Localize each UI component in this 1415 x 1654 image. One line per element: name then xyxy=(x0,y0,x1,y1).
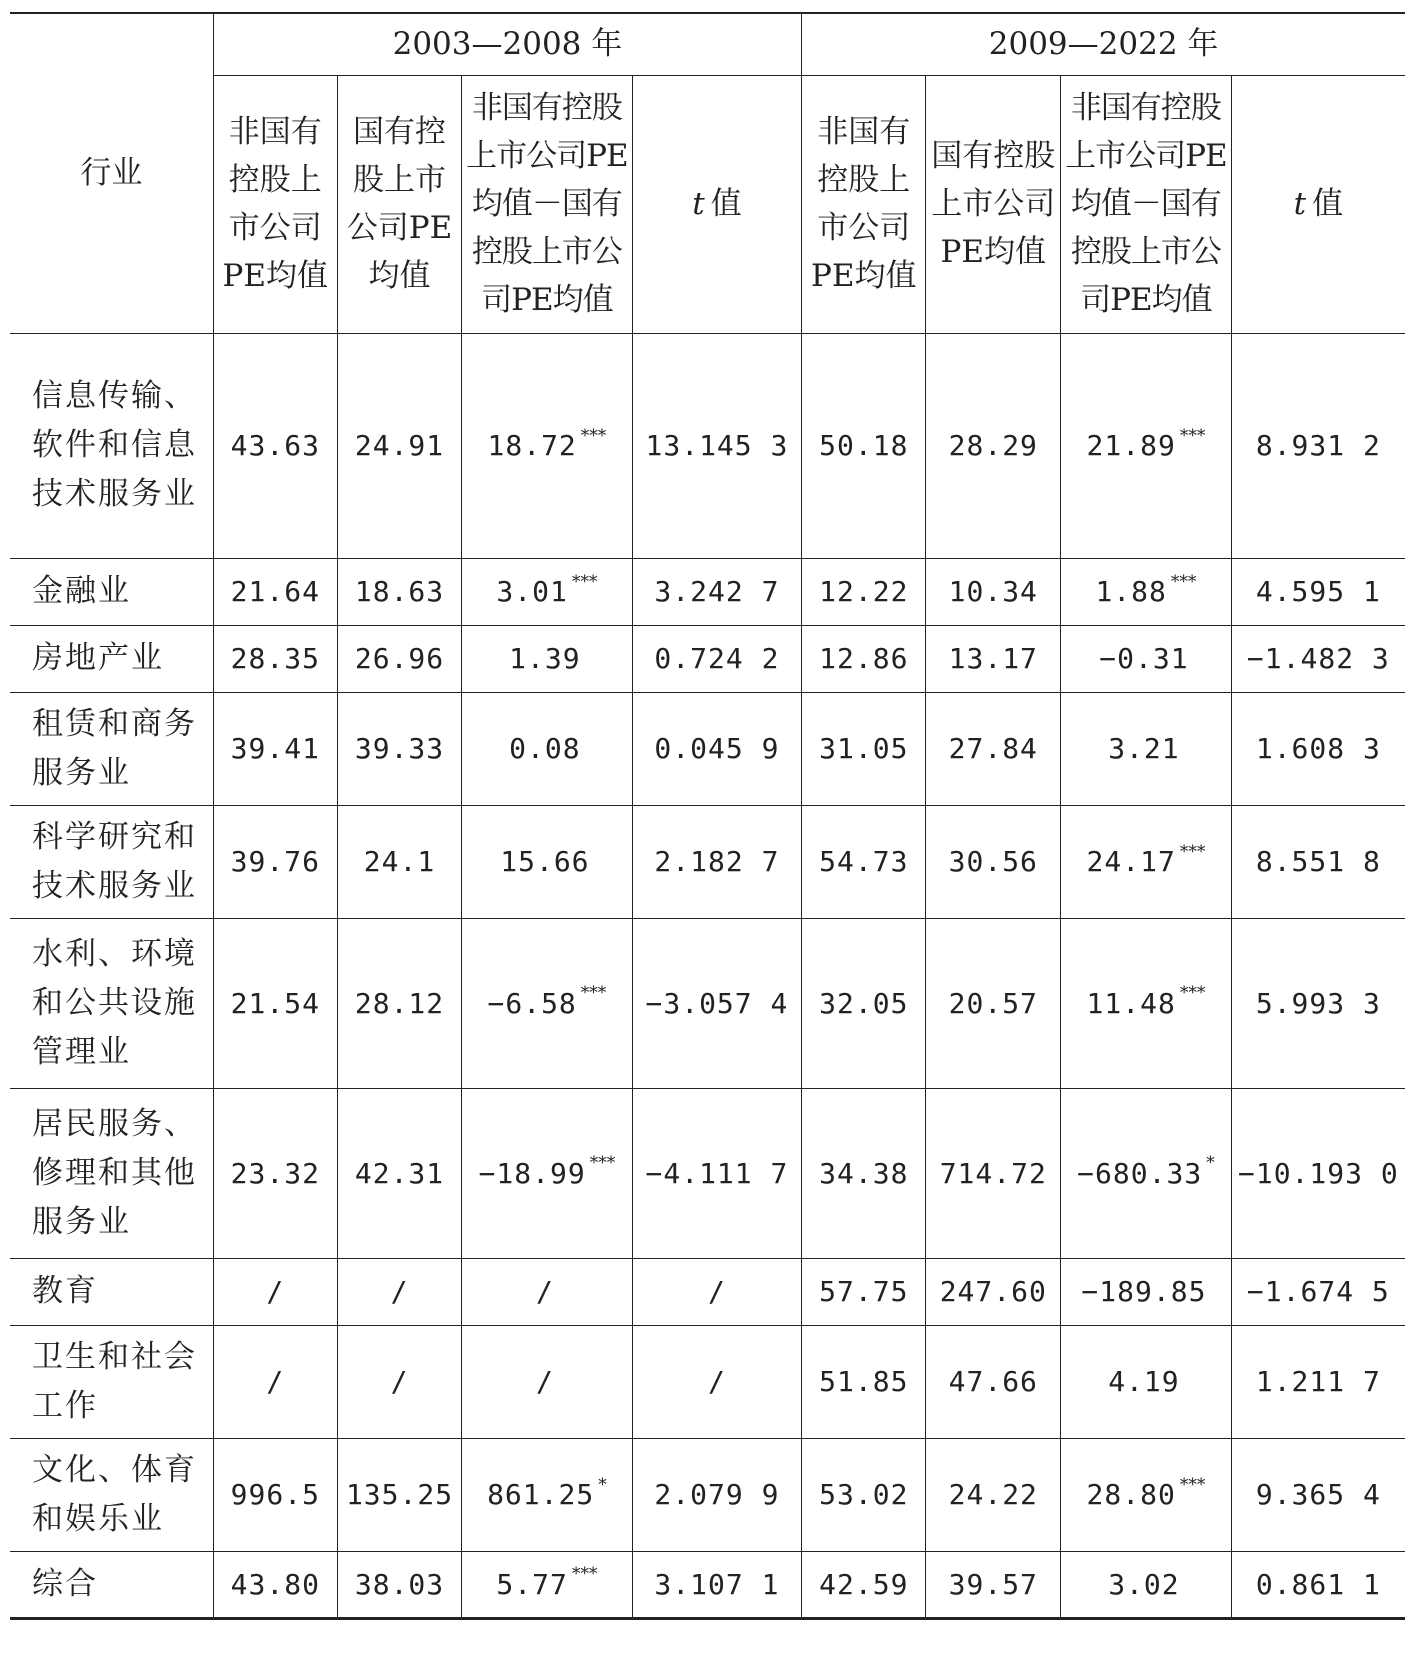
value-cell xyxy=(462,918,633,1088)
cell-value: 1.608 3 xyxy=(1255,732,1381,765)
value-cell xyxy=(1061,625,1232,692)
value-cell xyxy=(213,1551,337,1618)
value-cell xyxy=(1061,333,1232,558)
cell-value: −18.99 xyxy=(478,1156,586,1190)
value-cell xyxy=(1061,1551,1232,1618)
cell-value: 247.60 xyxy=(939,1275,1047,1308)
value-cell xyxy=(802,1258,926,1325)
value-cell xyxy=(802,805,926,918)
value-cell xyxy=(213,805,337,918)
value-cell xyxy=(802,1088,926,1258)
value-cell xyxy=(1061,1325,1232,1438)
value-cell xyxy=(1231,918,1405,1088)
industry-cell: 卫生和社会工作 xyxy=(10,1325,213,1438)
significance-marker: *** xyxy=(1179,1474,1206,1495)
value-cell xyxy=(1061,805,1232,918)
value-cell xyxy=(337,558,461,625)
header-diff-pe-1: 非国有控股上市公司PE均值－国有控股上市公司PE均值 xyxy=(462,75,633,333)
table-row xyxy=(10,1551,1405,1618)
industry-cell: 水利、环境和公共设施管理业 xyxy=(10,918,213,1088)
value-cell xyxy=(213,333,337,558)
cell-value: 3.21 xyxy=(1108,732,1180,765)
value-cell xyxy=(462,625,633,692)
value-cell xyxy=(213,1258,337,1325)
cell-value: 42.59 xyxy=(819,1567,909,1601)
cell-value: 28.12 xyxy=(354,986,445,1020)
value-cell xyxy=(213,1438,337,1551)
value-cell xyxy=(926,805,1061,918)
industry-cell: 科学研究和技术服务业 xyxy=(10,805,213,918)
header-industry: 行业 xyxy=(10,13,213,333)
table-row xyxy=(10,1088,1405,1258)
t-suffix: 值 xyxy=(1312,186,1344,222)
value-cell xyxy=(1231,1258,1405,1325)
value-cell xyxy=(926,1088,1061,1258)
value-cell xyxy=(926,1551,1061,1618)
cell-value: −6.58 xyxy=(487,986,577,1020)
value-cell xyxy=(632,625,802,692)
value-cell xyxy=(1061,1438,1232,1551)
cell-value: 2.079 9 xyxy=(654,1478,780,1511)
cell-value: 11.48 xyxy=(1086,986,1176,1020)
value-cell xyxy=(337,333,461,558)
cell-value: 0.861 1 xyxy=(1255,1567,1381,1601)
industry-cell: 租赁和商务服务业 xyxy=(10,692,213,805)
value-cell xyxy=(1061,1258,1232,1325)
cell-value: / xyxy=(535,1275,554,1308)
header-period-2: 2009—2022 年 xyxy=(802,13,1405,75)
cell-value: / xyxy=(266,1275,285,1308)
value-cell xyxy=(462,1088,633,1258)
cell-value: 21.89 xyxy=(1086,429,1176,462)
cell-value: 21.64 xyxy=(230,575,320,608)
cell-value: 861.25 xyxy=(487,1478,595,1511)
cell-value: 4.595 1 xyxy=(1255,575,1381,608)
value-cell xyxy=(926,1258,1061,1325)
value-cell xyxy=(337,1551,461,1618)
value-cell xyxy=(632,1258,802,1325)
significance-marker: *** xyxy=(580,425,607,446)
cell-value: 10.34 xyxy=(948,575,1038,608)
cell-value: 8.931 2 xyxy=(1255,429,1381,462)
value-cell xyxy=(802,333,926,558)
value-cell xyxy=(632,805,802,918)
value-cell xyxy=(802,1325,926,1438)
value-cell xyxy=(213,1325,337,1438)
cell-value: −1.674 5 xyxy=(1246,1275,1390,1308)
value-cell xyxy=(337,1088,461,1258)
value-cell xyxy=(926,1438,1061,1551)
pe-comparison-table xyxy=(10,12,1405,1620)
cell-value: 30.56 xyxy=(948,845,1038,878)
value-cell xyxy=(632,918,802,1088)
cell-value: 28.80 xyxy=(1086,1478,1176,1511)
cell-value: 39.76 xyxy=(230,845,320,878)
value-cell xyxy=(926,1325,1061,1438)
value-cell xyxy=(926,918,1061,1088)
cell-value: 57.75 xyxy=(819,1275,909,1308)
cell-value: 23.32 xyxy=(230,1156,320,1190)
table-body xyxy=(10,333,1405,1618)
cell-value: 43.80 xyxy=(230,1567,320,1601)
cell-value: −0.31 xyxy=(1099,642,1189,675)
cell-value: −10.193 0 xyxy=(1237,1156,1399,1190)
value-cell xyxy=(1231,558,1405,625)
cell-value: 26.96 xyxy=(354,642,445,675)
industry-cell: 居民服务、修理和其他服务业 xyxy=(10,1088,213,1258)
cell-value: / xyxy=(266,1365,285,1398)
cell-value: 12.22 xyxy=(819,575,909,608)
cell-value: 32.05 xyxy=(819,986,909,1020)
table-row xyxy=(10,692,1405,805)
significance-marker: *** xyxy=(1170,571,1197,592)
value-cell xyxy=(632,1088,802,1258)
value-cell xyxy=(926,333,1061,558)
significance-marker: * xyxy=(598,1474,607,1495)
significance-marker: *** xyxy=(589,1153,616,1174)
value-cell xyxy=(462,1325,633,1438)
industry-cell: 文化、体育和娱乐业 xyxy=(10,1438,213,1551)
cell-value: 135.25 xyxy=(345,1478,454,1511)
value-cell xyxy=(1061,558,1232,625)
significance-marker: *** xyxy=(1179,841,1206,862)
header-nonstate-pe-1: 非国有控股上市公司PE均值 xyxy=(213,75,337,333)
cell-value: / xyxy=(708,1275,726,1308)
cell-value: −4.111 7 xyxy=(645,1156,789,1190)
cell-value: 0.08 xyxy=(509,732,581,765)
cell-value: 18.63 xyxy=(354,575,445,608)
value-cell xyxy=(462,1551,633,1618)
cell-value: 996.5 xyxy=(230,1478,320,1511)
cell-value: −1.482 3 xyxy=(1246,642,1390,675)
cell-value: 0.724 2 xyxy=(654,642,780,675)
value-cell xyxy=(462,1438,633,1551)
cell-value: 53.02 xyxy=(819,1478,909,1511)
value-cell xyxy=(802,625,926,692)
header-state-pe-2: 国有控股上市公司PE均值 xyxy=(926,75,1061,333)
cell-value: 28.29 xyxy=(948,429,1038,462)
value-cell xyxy=(337,625,461,692)
t-symbol: t xyxy=(692,186,705,222)
value-cell xyxy=(213,558,337,625)
significance-marker: *** xyxy=(580,983,607,1004)
cell-value: 42.31 xyxy=(354,1156,445,1190)
value-cell xyxy=(1231,1438,1405,1551)
t-symbol: t xyxy=(1293,186,1307,222)
cell-value: 24.91 xyxy=(354,429,445,462)
header-diff-pe-2: 非国有控股上市公司PE均值－国有控股上市公司PE均值 xyxy=(1061,75,1232,333)
cell-value: / xyxy=(708,1365,726,1398)
value-cell xyxy=(337,1258,461,1325)
value-cell xyxy=(213,1088,337,1258)
header-t-value-1 xyxy=(632,75,802,333)
value-cell xyxy=(213,918,337,1088)
cell-value: 31.05 xyxy=(819,732,909,765)
cell-value: 714.72 xyxy=(939,1156,1047,1190)
cell-value: / xyxy=(535,1365,554,1398)
cell-value: 50.18 xyxy=(819,429,909,462)
table-row xyxy=(10,1258,1405,1325)
value-cell xyxy=(632,333,802,558)
value-cell xyxy=(1231,805,1405,918)
cell-value: 21.54 xyxy=(230,986,320,1020)
table-row xyxy=(10,558,1405,625)
cell-value: 3.02 xyxy=(1108,1567,1180,1601)
cell-value: 34.38 xyxy=(819,1156,909,1190)
cell-value: 24.22 xyxy=(948,1478,1038,1511)
value-cell xyxy=(802,558,926,625)
t-suffix: 值 xyxy=(710,186,742,222)
header-nonstate-pe-2: 非国有控股上市公司PE均值 xyxy=(802,75,926,333)
cell-value: 5.993 3 xyxy=(1255,986,1381,1020)
value-cell xyxy=(1231,625,1405,692)
industry-cell: 房地产业 xyxy=(10,625,213,692)
cell-value: 1.88 xyxy=(1095,575,1167,608)
cell-value: −3.057 4 xyxy=(645,986,789,1020)
value-cell xyxy=(632,1551,802,1618)
table-row xyxy=(10,333,1405,558)
table-row xyxy=(10,1325,1405,1438)
cell-value: 38.03 xyxy=(354,1567,445,1601)
cell-value: 8.551 8 xyxy=(1255,845,1381,878)
value-cell xyxy=(462,333,633,558)
significance-marker: *** xyxy=(1179,425,1206,446)
industry-cell: 综合 xyxy=(10,1551,213,1618)
value-cell xyxy=(802,1438,926,1551)
cell-value: 24.17 xyxy=(1086,845,1176,878)
industry-cell: 教育 xyxy=(10,1258,213,1325)
table-row xyxy=(10,918,1405,1088)
significance-marker: *** xyxy=(571,1564,598,1585)
value-cell xyxy=(802,918,926,1088)
industry-cell: 金融业 xyxy=(10,558,213,625)
cell-value: 18.72 xyxy=(487,429,577,462)
cell-value: −189.85 xyxy=(1081,1275,1207,1308)
cell-value: 3.01 xyxy=(496,575,568,608)
value-cell xyxy=(462,558,633,625)
cell-value: / xyxy=(390,1365,409,1398)
cell-value: 15.66 xyxy=(500,845,590,878)
value-cell xyxy=(632,558,802,625)
value-cell xyxy=(337,1325,461,1438)
value-cell xyxy=(337,805,461,918)
value-cell xyxy=(926,692,1061,805)
cell-value: 1.39 xyxy=(509,642,581,675)
value-cell xyxy=(1061,1088,1232,1258)
value-cell xyxy=(337,918,461,1088)
cell-value: 3.107 1 xyxy=(654,1567,780,1601)
header-t-value-2 xyxy=(1231,75,1405,333)
value-cell xyxy=(632,1325,802,1438)
cell-value: 20.57 xyxy=(948,986,1038,1020)
value-cell xyxy=(1231,692,1405,805)
cell-value: 1.211 7 xyxy=(1255,1365,1381,1398)
cell-value: 39.33 xyxy=(354,732,445,765)
cell-value: 54.73 xyxy=(819,845,909,878)
value-cell xyxy=(802,1551,926,1618)
value-cell xyxy=(213,692,337,805)
cell-value: 13.145 3 xyxy=(645,429,789,462)
cell-value: 0.045 9 xyxy=(654,732,780,765)
cell-value: 13.17 xyxy=(948,642,1038,675)
cell-value: 12.86 xyxy=(819,642,909,675)
value-cell xyxy=(462,1258,633,1325)
value-cell xyxy=(632,1438,802,1551)
table-container xyxy=(10,12,1405,1620)
significance-marker: *** xyxy=(571,571,598,592)
significance-marker: * xyxy=(1206,1153,1215,1174)
cell-value: 51.85 xyxy=(819,1365,909,1398)
header-state-pe-1: 国有控股上市公司PE均值 xyxy=(337,75,461,333)
cell-value: 5.77 xyxy=(496,1567,568,1601)
cell-value: 3.242 7 xyxy=(654,575,780,608)
table-row xyxy=(10,805,1405,918)
value-cell xyxy=(1231,1088,1405,1258)
value-cell xyxy=(1061,692,1232,805)
value-cell xyxy=(1061,918,1232,1088)
value-cell xyxy=(213,625,337,692)
value-cell xyxy=(802,692,926,805)
value-cell xyxy=(337,1438,461,1551)
value-cell xyxy=(462,692,633,805)
table-row xyxy=(10,625,1405,692)
value-cell xyxy=(1231,1325,1405,1438)
value-cell xyxy=(1231,1551,1405,1618)
cell-value: 9.365 4 xyxy=(1255,1478,1381,1511)
industry-cell: 信息传输、软件和信息技术服务业 xyxy=(10,333,213,558)
cell-value: 27.84 xyxy=(948,732,1038,765)
cell-value: 39.41 xyxy=(230,732,320,765)
table-row xyxy=(10,1438,1405,1551)
value-cell xyxy=(926,625,1061,692)
cell-value: 2.182 7 xyxy=(654,845,780,878)
value-cell xyxy=(337,692,461,805)
cell-value: / xyxy=(390,1275,409,1308)
cell-value: 4.19 xyxy=(1108,1365,1180,1398)
cell-value: 47.66 xyxy=(948,1365,1038,1398)
value-cell xyxy=(926,558,1061,625)
value-cell xyxy=(632,692,802,805)
cell-value: 43.63 xyxy=(230,429,320,462)
value-cell xyxy=(1231,333,1405,558)
cell-value: 39.57 xyxy=(948,1567,1038,1601)
cell-value: −680.33 xyxy=(1077,1156,1203,1190)
significance-marker: *** xyxy=(1179,983,1206,1004)
cell-value: 28.35 xyxy=(230,642,320,675)
header-period-1: 2003—2008 年 xyxy=(213,13,802,75)
cell-value: 24.1 xyxy=(363,845,436,878)
value-cell xyxy=(462,805,633,918)
